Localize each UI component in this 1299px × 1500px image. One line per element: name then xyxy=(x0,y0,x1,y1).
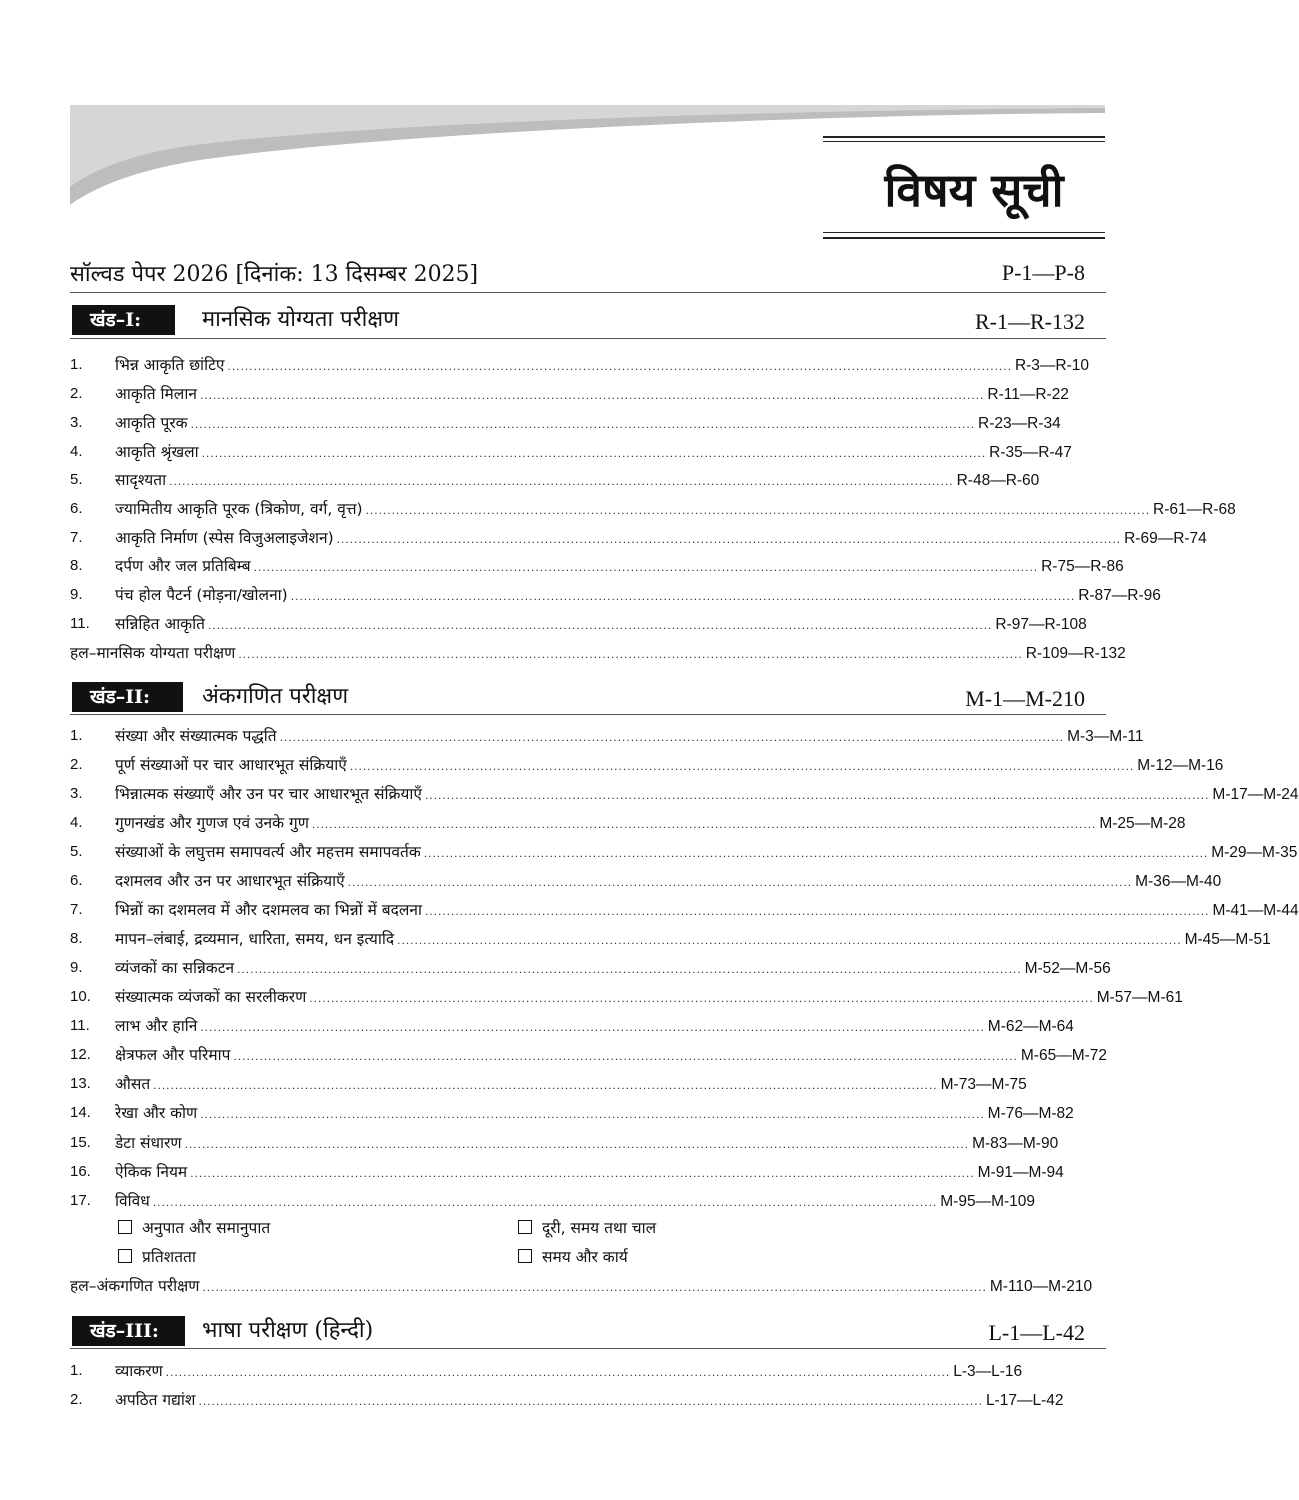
item-pages: M-12—M-16 xyxy=(1137,757,1224,774)
section-header-1[interactable] xyxy=(70,305,1085,339)
section-badge: खंड–I: xyxy=(72,305,175,335)
toc-item[interactable] xyxy=(70,1358,1023,1384)
toc-item[interactable] xyxy=(70,582,1161,608)
dot-leader: ..................................................................................................................................................................................... xyxy=(190,1166,975,1180)
item-pages: R-61—R-68 xyxy=(1153,501,1236,518)
solved-paper-row[interactable] xyxy=(70,258,1085,290)
item-pages: R-69—R-74 xyxy=(1124,530,1207,547)
dot-leader: ..................................................................................................................................................................................... xyxy=(153,1078,938,1092)
section-title: मानसिक योग्यता परीक्षण xyxy=(202,307,400,332)
item-title: आकृति मिलान xyxy=(115,385,197,403)
item-number: 2. xyxy=(70,756,83,773)
item-title: व्यंजकों का सन्निकटन xyxy=(115,959,235,977)
item-pages: R-23—R-34 xyxy=(978,415,1061,432)
sub-item[interactable] xyxy=(118,1244,196,1270)
item-pages: M-52—M-56 xyxy=(1024,960,1111,977)
item-number: 1. xyxy=(70,356,83,373)
section-title: अंकगणित परीक्षण xyxy=(202,684,349,709)
item-number: 2. xyxy=(70,385,83,402)
sub-item[interactable] xyxy=(518,1215,656,1241)
solution-title: हल–मानसिक योग्यता परीक्षण xyxy=(70,644,236,662)
item-pages: M-36—M-40 xyxy=(1135,873,1222,890)
item-number: 8. xyxy=(70,930,83,947)
dot-leader: ..................................................................................................................................................................................... xyxy=(190,417,976,431)
sub-item-label: अनुपात और समानुपात xyxy=(142,1219,271,1237)
section-header-3[interactable] xyxy=(70,1316,1085,1350)
divider xyxy=(70,714,1106,715)
toc-item[interactable] xyxy=(70,410,1061,436)
item-pages: R-11—R-22 xyxy=(987,386,1069,403)
item-pages: L-3—L-16 xyxy=(953,1363,1023,1380)
item-title: पंच होल पैटर्न (मोड़ना/खोलना) xyxy=(115,586,288,604)
item-pages: M-45—M-51 xyxy=(1184,931,1271,948)
item-title: भिन्नात्मक संख्याएँ और उन पर चार आधारभूत संक्रियाएँ xyxy=(115,785,422,803)
item-pages: M-17—M-24 xyxy=(1212,786,1299,803)
dot-leader: ..................................................................................................................................................................................... xyxy=(169,474,954,488)
item-title: सन्निहित आकृति xyxy=(115,615,205,633)
item-title: आकृति पूरक xyxy=(115,414,188,432)
dot-leader: ..................................................................................................................................................................................... xyxy=(202,1280,987,1294)
dot-leader: ..................................................................................................................................................................................... xyxy=(279,730,1065,744)
item-pages: M-25—M-28 xyxy=(1099,815,1186,832)
dot-leader: ..................................................................................................................................................................................... xyxy=(227,359,1012,373)
section-badge: खंड–III: xyxy=(72,1316,185,1346)
title-block xyxy=(823,136,1105,241)
toc-item[interactable] xyxy=(70,381,1069,407)
dot-leader: ..................................................................................................................................................................................... xyxy=(237,962,1022,976)
item-title: संख्याओं के लघुत्तम समापवर्त्य और महत्तम समापवर्तक xyxy=(115,843,421,861)
item-number: 4. xyxy=(70,443,83,460)
item-number: 9. xyxy=(70,959,83,976)
item-title: डेटा संधारण xyxy=(115,1134,182,1152)
item-pages: M-65—M-72 xyxy=(1020,1047,1108,1064)
section-title: भाषा परीक्षण (हिन्दी) xyxy=(202,1318,374,1343)
item-pages: R-87—R-96 xyxy=(1078,587,1161,604)
item-title: दशमलव और उन पर आधारभूत संक्रियाएँ xyxy=(115,872,345,890)
item-pages: R-35—R-47 xyxy=(989,444,1072,461)
toc-item[interactable] xyxy=(70,467,1040,493)
toc-item[interactable] xyxy=(70,1071,1027,1097)
toc-item[interactable] xyxy=(70,1100,1074,1126)
item-number: 5. xyxy=(70,843,83,860)
dot-leader: ..................................................................................................................................................................................... xyxy=(207,618,993,632)
dot-leader: ..................................................................................................................................................................................... xyxy=(200,1020,985,1034)
item-number: 1. xyxy=(70,1362,83,1379)
toc-item[interactable] xyxy=(70,1159,1064,1185)
sub-item-label: प्रतिशतता xyxy=(142,1248,196,1266)
item-number: 6. xyxy=(70,500,83,517)
item-pages: M-57—M-61 xyxy=(1096,989,1183,1006)
toc-item[interactable] xyxy=(70,352,1090,378)
dot-leader: ..................................................................................................................................................................................... xyxy=(365,503,1151,517)
solved-paper-range: P-1—P-8 xyxy=(1001,260,1085,285)
dot-leader: ..................................................................................................................................................................................... xyxy=(424,788,1210,802)
solved-paper-label: सॉल्वड पेपर 2026 [दिनांक: 13 दिसम्बर 2025] xyxy=(70,262,479,287)
item-pages: R-48—R-60 xyxy=(956,472,1040,489)
item-number: 4. xyxy=(70,814,83,831)
section-range: M-1—M-210 xyxy=(965,686,1085,711)
item-number: 13. xyxy=(70,1075,91,1092)
toc-item[interactable] xyxy=(70,439,1072,465)
toc-item[interactable] xyxy=(70,611,1087,637)
dot-leader: ..................................................................................................................................................................................... xyxy=(152,1195,938,1209)
toc-item[interactable] xyxy=(70,897,1299,923)
section-badge: खंड–II: xyxy=(72,682,183,712)
page-title: विषय सूची xyxy=(884,163,1064,217)
solution-title: हल–अंकगणित परीक्षण xyxy=(70,1277,200,1295)
dot-leader: ..................................................................................................................................................................................... xyxy=(184,1137,970,1151)
toc-item[interactable] xyxy=(70,955,1111,981)
item-number: 3. xyxy=(70,785,83,802)
toc-item[interactable] xyxy=(70,723,1144,749)
item-number: 9. xyxy=(70,586,83,603)
item-title: ऐकिक नियम xyxy=(115,1163,188,1181)
item-title: क्षेत्रफल और परिमाप xyxy=(115,1046,231,1064)
item-pages: M-29—M-35 xyxy=(1211,844,1298,861)
item-number: 16. xyxy=(70,1163,91,1180)
item-number: 7. xyxy=(70,901,83,918)
item-pages: R-97—R-108 xyxy=(995,616,1087,633)
item-pages: M-3—M-11 xyxy=(1067,728,1144,745)
toc-item[interactable] xyxy=(70,1013,1074,1039)
divider xyxy=(70,338,1106,339)
item-pages: R-3—R-10 xyxy=(1014,357,1090,374)
sub-item-label: समय और कार्य xyxy=(542,1248,628,1266)
item-number: 3. xyxy=(70,414,83,431)
toc-item[interactable] xyxy=(70,810,1186,836)
toc-item[interactable] xyxy=(70,1042,1108,1068)
toc-item[interactable] xyxy=(70,496,1236,522)
dot-leader: ..................................................................................................................................................................................... xyxy=(290,589,1076,603)
item-pages: M-41—M-44 xyxy=(1212,902,1299,919)
section-range: L-1—L-42 xyxy=(988,1320,1085,1345)
item-number: 15. xyxy=(70,1134,91,1151)
dot-leader: ..................................................................................................................................................................................... xyxy=(233,1049,1018,1063)
item-pages: M-83—M-90 xyxy=(972,1135,1059,1152)
item-number: 10. xyxy=(70,988,91,1005)
item-pages: M-62—M-64 xyxy=(987,1018,1074,1035)
dot-leader: ..................................................................................................................................................................................... xyxy=(201,446,987,460)
toc-item[interactable] xyxy=(70,752,1224,778)
item-title: मापन–लंबाई, द्रव्यमान, धारिता, समय, धन इत्यादि xyxy=(115,930,395,948)
item-title: रेखा और कोण xyxy=(115,1104,198,1122)
dot-leader: ..................................................................................................................................................................................... xyxy=(200,1107,985,1121)
dot-leader: ..................................................................................................................................................................................... xyxy=(199,388,985,402)
toc-item[interactable] xyxy=(70,984,1183,1010)
toc-solution[interactable] xyxy=(70,640,1126,666)
dot-leader: ..................................................................................................................................................................................... xyxy=(423,846,1209,860)
toc-item[interactable] xyxy=(70,781,1299,807)
solution-pages: R-109—R-132 xyxy=(1025,645,1126,662)
toc-item[interactable] xyxy=(70,926,1271,952)
item-title: आकृति निर्माण (स्पेस विजुअलाइजेशन) xyxy=(115,529,334,547)
item-title: आकृति श्रृंखला xyxy=(115,443,199,461)
item-number: 11. xyxy=(70,1017,90,1034)
divider xyxy=(70,1348,1106,1349)
dot-leader: ..................................................................................................................................................................................... xyxy=(311,817,1097,831)
item-title: सादृश्यता xyxy=(115,471,167,489)
item-number: 14. xyxy=(70,1104,91,1121)
section-header-2[interactable] xyxy=(70,682,1085,716)
checkbox-icon xyxy=(118,1220,132,1234)
dot-leader: ..................................................................................................................................................................................... xyxy=(309,991,1094,1005)
item-number: 7. xyxy=(70,529,83,546)
dot-leader: ..................................................................................................................................................................................... xyxy=(165,1365,951,1379)
dot-leader: ..................................................................................................................................................................................... xyxy=(424,904,1210,918)
item-title: दर्पण और जल प्रतिबिम्ब xyxy=(115,557,251,575)
item-pages: M-76—M-82 xyxy=(987,1105,1074,1122)
checkbox-icon xyxy=(518,1249,532,1263)
item-title: भिन्न आकृति छांटिए xyxy=(115,356,225,374)
item-number: 11. xyxy=(70,615,90,632)
item-number: 6. xyxy=(70,872,83,889)
solution-pages: M-110—M-210 xyxy=(989,1278,1093,1295)
item-title: पूर्ण संख्याओं पर चार आधारभूत संक्रियाएँ xyxy=(115,756,347,774)
dot-leader: ..................................................................................................................................................................................... xyxy=(238,647,1023,661)
sub-item[interactable] xyxy=(518,1244,628,1270)
toc-item[interactable] xyxy=(70,1188,1036,1214)
item-title: व्याकरण xyxy=(115,1362,163,1380)
item-number: 17. xyxy=(70,1192,91,1209)
sub-item[interactable] xyxy=(118,1215,270,1241)
item-title: लाभ और हानि xyxy=(115,1017,198,1035)
toc-item[interactable] xyxy=(70,839,1298,865)
item-pages: M-73—M-75 xyxy=(940,1076,1027,1093)
item-title: भिन्नों का दशमलव में और दशमलव का भिन्नों में बदलना xyxy=(115,901,422,919)
item-title: ज्यामितीय आकृति पूरक (त्रिकोण, वर्ग, वृत्त) xyxy=(115,500,363,518)
toc-solution[interactable] xyxy=(70,1273,1093,1299)
item-pages: M-91—M-94 xyxy=(977,1164,1064,1181)
item-number: 12. xyxy=(70,1046,91,1063)
item-title: अपठित गद्यांश xyxy=(115,1391,196,1409)
dot-leader: ..................................................................................................................................................................................... xyxy=(347,875,1133,889)
item-title: गुणनखंड और गुणज एवं उनके गुण xyxy=(115,814,309,832)
item-pages: M-95—M-109 xyxy=(940,1193,1036,1210)
item-title: विविध xyxy=(115,1192,150,1210)
checkbox-icon xyxy=(118,1249,132,1263)
sub-item-label: दूरी, समय तथा चाल xyxy=(542,1219,657,1237)
dot-leader: ..................................................................................................................................................................................... xyxy=(336,532,1122,546)
dot-leader: ..................................................................................................................................................................................... xyxy=(253,560,1039,574)
item-number: 2. xyxy=(70,1391,83,1408)
section-range: R-1—R-132 xyxy=(975,309,1085,334)
dot-leader: ..................................................................................................................................................................................... xyxy=(349,759,1135,773)
item-number: 1. xyxy=(70,727,83,744)
toc-item[interactable] xyxy=(70,553,1124,579)
dot-leader: ..................................................................................................................................................................................... xyxy=(198,1394,983,1408)
toc-item[interactable] xyxy=(70,1387,1064,1413)
item-number: 8. xyxy=(70,557,83,574)
item-title: संख्या और संख्यात्मक पद्धति xyxy=(115,727,277,745)
item-pages: R-75—R-86 xyxy=(1041,558,1124,575)
item-number: 5. xyxy=(70,471,83,488)
toc-item[interactable] xyxy=(70,868,1222,894)
toc-item[interactable] xyxy=(70,525,1207,551)
dot-leader: ..................................................................................................................................................................................... xyxy=(397,933,1182,947)
toc-item[interactable] xyxy=(70,1130,1059,1156)
item-pages: L-17—L-42 xyxy=(985,1392,1064,1409)
item-title: औसत xyxy=(115,1075,151,1093)
item-title: संख्यात्मक व्यंजकों का सरलीकरण xyxy=(115,988,307,1006)
checkbox-icon xyxy=(518,1220,532,1234)
divider xyxy=(70,292,1106,293)
